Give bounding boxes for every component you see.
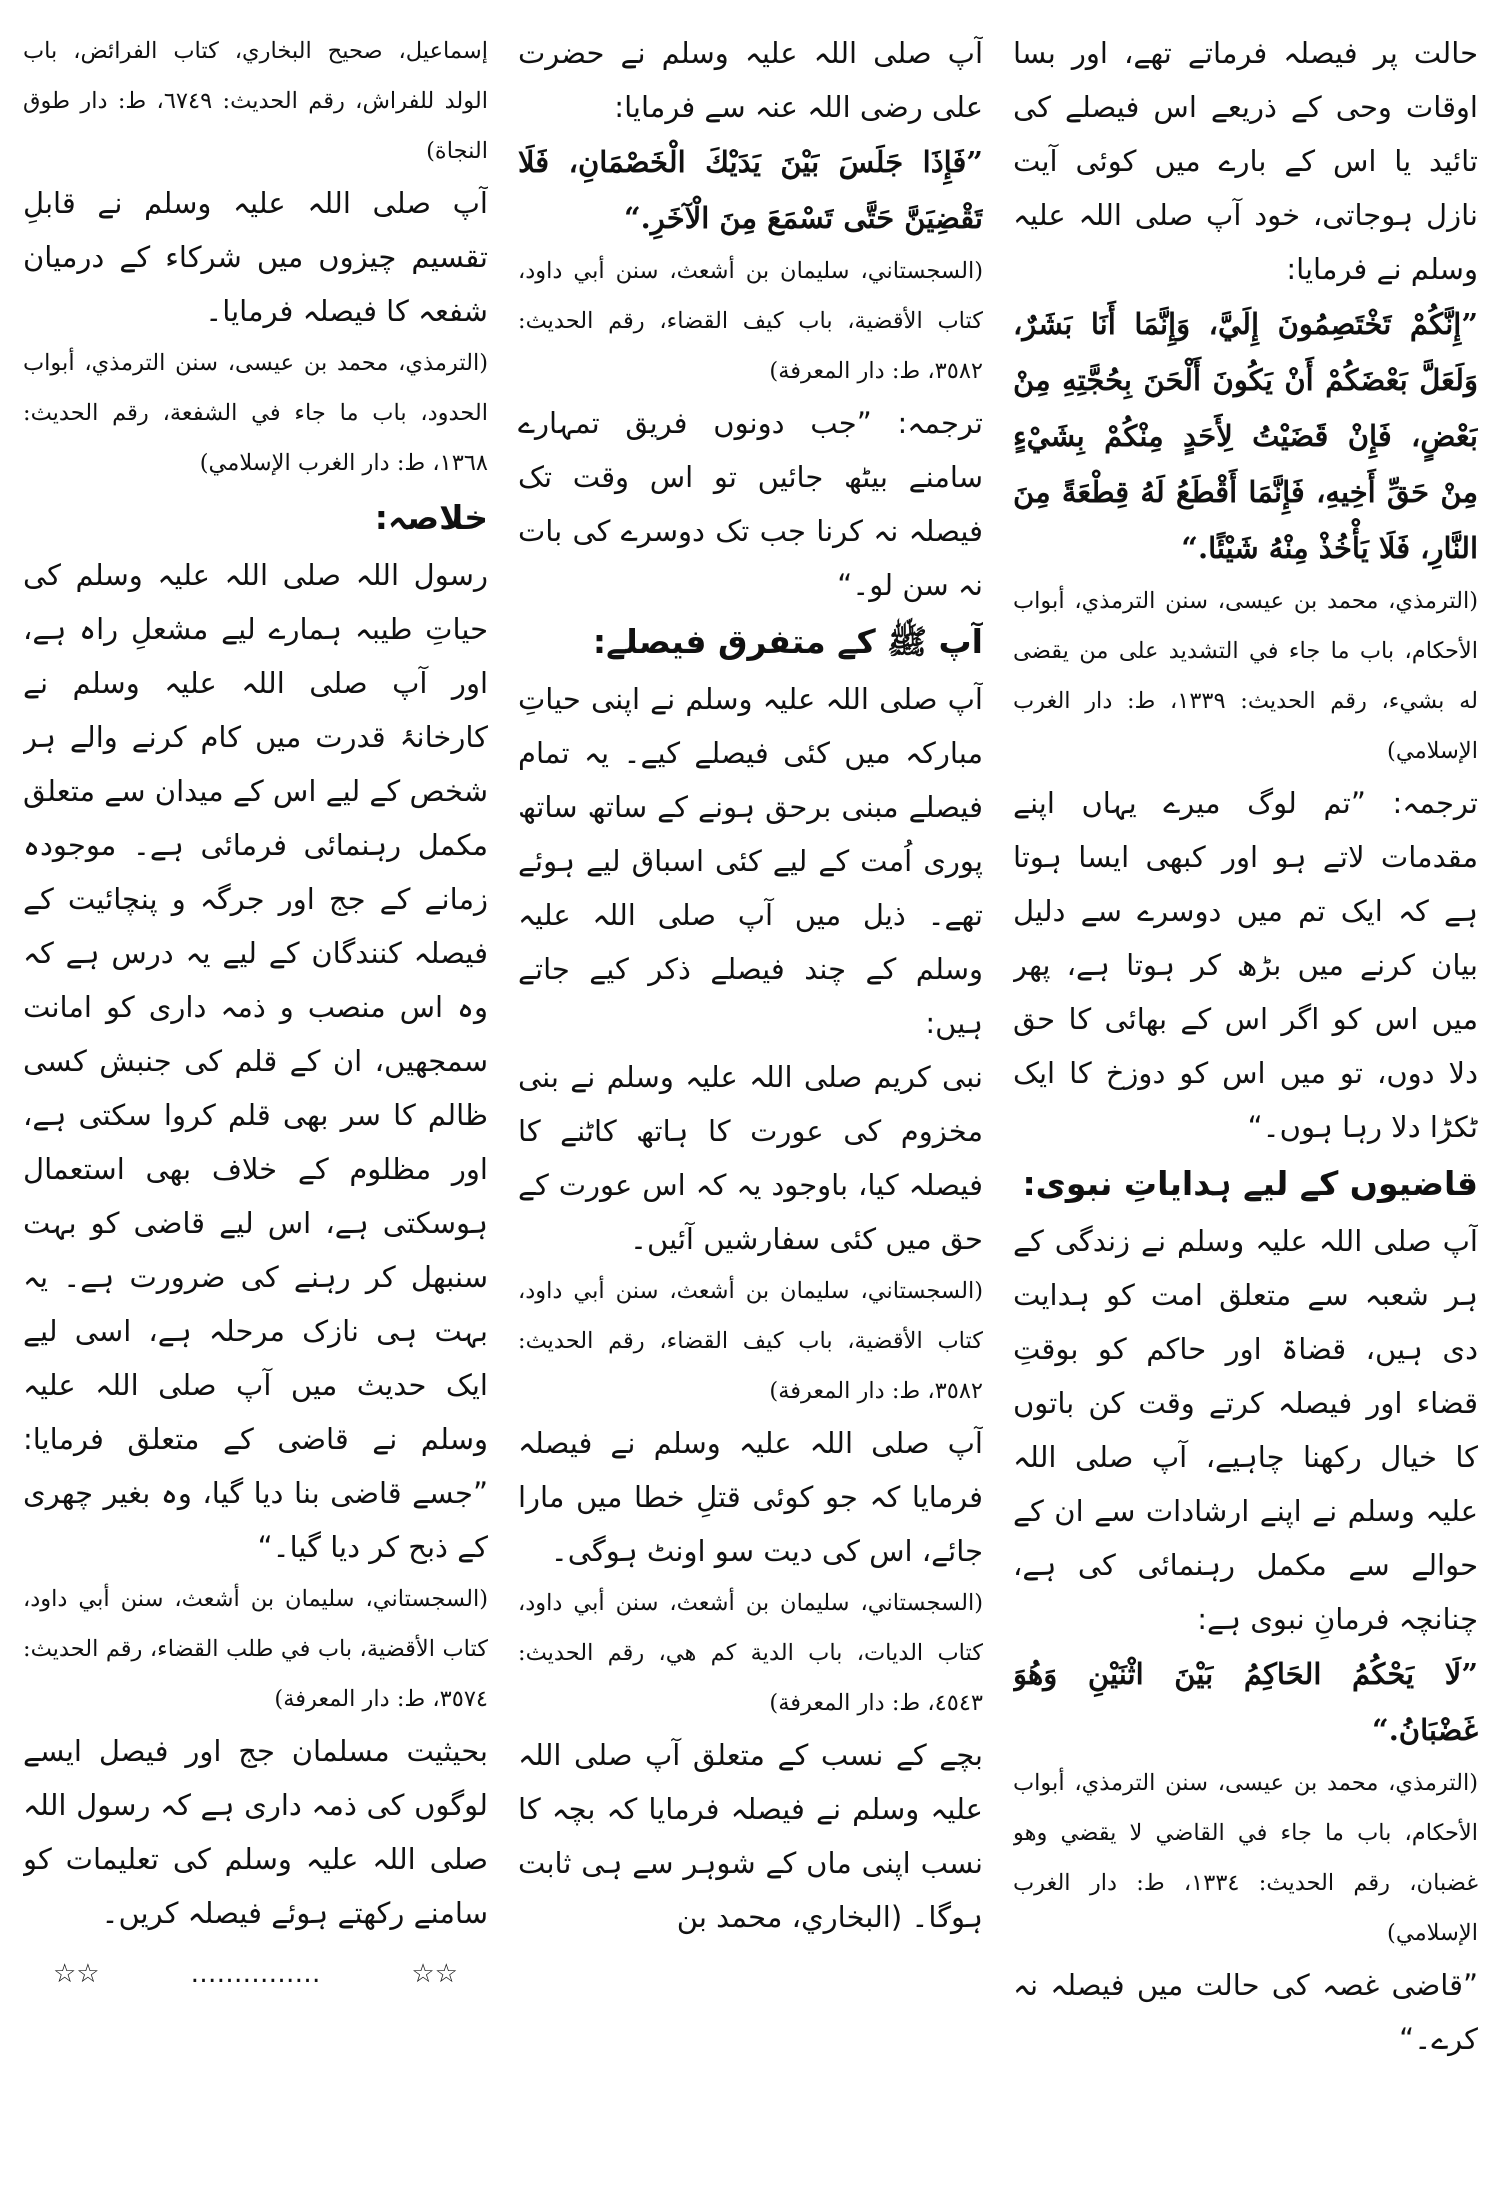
middle-col-ref-7: (السجستاني، سليمان بن أشعث، سنن أبي داود، كتاب الأقضية، باب كيف القضاء، رقم الحديث: ٣٥٨٢، ط: دار المعرفة) [518, 1278, 983, 1404]
column-middle [518, 26, 983, 2196]
right-col-ref-2: (الترمذي، محمد بن عيسى، سنن الترمذي، أبواب الأحكام، باب ما جاء في التشديد على من يقضى له بشيء، رقم الحديث: ١٣٣٩، ط: دار الغرب الإسلامي) [1013, 588, 1478, 764]
column-middle-text [518, 26, 983, 1944]
middle-col-urdu-5: آپ صلی اللہ علیہ وسلم نے اپنی حیاتِ مبارکہ میں کئی فیصلے کیے۔ یہ تمام فیصلے مبنی برحق ہونے کے ساتھ ساتھ پوری اُمت کے لیے کئی اسباق لیے ہوئے تھے۔ ذیل میں آپ صلی اللہ علیہ وسلم کے چند فیصلے ذکر کیے جاتے ہیں: [518, 682, 983, 1040]
right-col-urdu-0: حالت پر فیصلہ فرماتے تھے، اور بسا اوقات وحی کے ذریعے اس فیصلے کی تائید یا اس کے بارے میں کوئی آیت نازل ہوجاتی، خود آپ صلی اللہ علیہ وسلم نے فرمایا: [1013, 36, 1478, 286]
left-col-ref-0: إسماعيل، صحيح البخاري، كتاب الفرائض، باب الولد للفراش، رقم الحديث: ٦٧٤٩، ط: دار طوق النجاة) [23, 38, 488, 164]
middle-col-arabic-1: ”فَإِذَا جَلَسَ بَيْنَ يَدَيْكَ الْخَصْمَانِ، فَلَا تَقْضِيَنَّ حَتَّى تَسْمَعَ مِنَ الْآخَرِ.“ [518, 145, 983, 235]
middle-col-urdu-8: آپ صلی اللہ علیہ وسلم نے فیصلہ فرمایا کہ جو کوئی قتلِ خطا میں مارا جائے، اس کی دیت سو اونٹ ہوگی۔ [518, 1426, 983, 1568]
column-left-text [23, 26, 488, 1940]
column-right [1013, 26, 1478, 2196]
right-col-arabic-1: ”إِنَّكُمْ تَخْتَصِمُونَ إِلَيَّ، وَإِنَّمَا أَنَا بَشَرٌ، وَلَعَلَّ بَعْضَكُمْ أَنْ يَكُونَ أَلْحَنَ بِحُجَّتِهِ مِنْ بَعْضٍ، فَإِنْ قَضَيْتُ لِأَحَدٍ مِنْكُمْ بِشَيْءٍ مِنْ حَقِّ أَخِيهِ، فَإِنَّمَا أَقْطَعُ لَهُ قِطْعَةً مِنَ النَّارِ، فَلَا يَأْخُذْ مِنْهُ شَيْئًا.“ [1013, 307, 1478, 565]
middle-col-heading-4: آپ ﷺ کے متفرق فیصلے: [592, 622, 983, 661]
middle-col-urdu-3: ترجمہ: ”جب دونوں فریق تمہارے سامنے بیٹھ جائیں تو اس وقت تک فیصلہ نہ کرنا جب تک دوسرے کی بات نہ سن لو۔“ [518, 406, 983, 602]
left-col-urdu-1: آپ صلی اللہ علیہ وسلم نے قابلِ تقسیم چیزوں میں شرکاء کے درمیان شفعہ کا فیصلہ فرمایا۔ [23, 186, 488, 328]
left-col-urdu-6: بحیثیت مسلمان جج اور فیصل ایسے لوگوں کی ذمہ داری ہے کہ رسول اللہ صلی اللہ علیہ وسلم کی تعلیمات کو سامنے رکھتے ہوئے فیصلہ کریں۔ [23, 1734, 488, 1930]
middle-col-urdu-6: نبی کریم صلی اللہ علیہ وسلم نے بنی مخزوم کی عورت کا ہاتھ کاٹنے کا فیصلہ کیا، باوجود یہ کہ اس عورت کے حق میں کئی سفارشیں آئیں۔ [518, 1060, 983, 1256]
left-col-ref-2: (الترمذي، محمد بن عيسى، سنن الترمذي، أبواب الحدود، باب ما جاء في الشفعة، رقم الحديث: ١٣٦٨، ط: دار الغرب الإسلامي) [23, 350, 488, 476]
end-ornament [23, 1950, 488, 1998]
right-col-urdu-3: ترجمہ: ”تم لوگ میرے یہاں اپنے مقدمات لاتے ہو اور کبھی ایسا ہوتا ہے کہ ایک تم میں دوسرے سے دلیل بیان کرنے میں بڑھ کر ہوتا ہے، پھر میں اس کو اگر اس کے بھائی کا حق دلا دوں، تو میں اس کو دوزخ کا ایک ٹکڑا دلا رہا ہوں۔“ [1013, 786, 1478, 1144]
column-right-text [1013, 26, 1478, 2066]
column-left [23, 26, 488, 2196]
end-stars-left: ☆☆ [53, 1959, 100, 1989]
right-col-ref-7: (الترمذي، محمد بن عيسى، سنن الترمذي، أبواب الأحكام، باب ما جاء في القاضي لا يقضي وهو غضبان، رقم الحديث: ١٣٣٤، ط: دار الغرب الإسلامي) [1013, 1770, 1478, 1946]
middle-col-urdu-10: بچے کے نسب کے متعلق آپ صلی اللہ علیہ وسلم نے فیصلہ فرمایا کہ بچہ کا نسب اپنی ماں کے شوہر سے ہی ثابت ہوگا۔ (البخاري، محمد بن [518, 1738, 983, 1934]
end-stars-right: ☆☆ [411, 1959, 458, 1989]
middle-col-ref-9: (السجستاني، سليمان بن أشعث، سنن أبي داود، كتاب الديات، باب الدية كم هي، رقم الحديث: ٤٥٤٣، ط: دار المعرفة) [518, 1590, 983, 1716]
right-col-urdu-8: ”قاضی غصہ کی حالت میں فیصلہ نہ کرے۔“ [1013, 1968, 1478, 2056]
left-col-urdu-4: رسول اللہ صلی اللہ علیہ وسلم کی حیاتِ طیبہ ہمارے لیے مشعلِ راہ ہے، اور آپ صلی اللہ علیہ وسلم نے کارخانۂ قدرت میں کام کرنے والے ہر شخص کے لیے اس کے میدان سے متعلق مکمل رہنمائی فرمائی ہے۔ موجودہ زمانے کے جج اور جرگہ و پنچائیت کے فیصلہ کنندگان کے لیے یہ درس ہے کہ وہ اس منصب و ذمہ داری کو امانت سمجھیں، ان کے قلم کی جنبش کسی ظالم کا سر بھی قلم کروا سکتی ہے، اور مظلوم کے خلاف بھی استعمال ہوسکتی ہے، اس لیے قاضی کو بہت سنبھل کر رہنے کی ضرورت ہے۔ یہ بہت ہی نازک مرحلہ ہے، اسی لیے ایک حدیث میں آپ صلی اللہ علیہ وسلم نے قاضی کے متعلق فرمایا: ”جسے قاضی بنا دیا گیا، وہ بغیر چھری کے ذبح کر دیا گیا۔“ [23, 558, 488, 1564]
left-col-ref-5: (السجستاني، سليمان بن أشعث، سنن أبي داود، كتاب الأقضية، باب في طلب القضاء، رقم الحديث: ٣٥٧٤، ط: دار المعرفة) [23, 1586, 488, 1712]
middle-col-urdu-0: آپ صلی اللہ علیہ وسلم نے حضرت علی رضی اللہ عنہ سے فرمایا: [518, 36, 983, 124]
right-col-urdu-5: آپ صلی اللہ علیہ وسلم نے زندگی کے ہر شعبہ سے متعلق امت کو ہدایت دی ہیں، قضاۃ اور حاکم کو بوقتِ قضاء اور فیصلہ کرتے وقت کن باتوں کا خیال رکھنا چاہیے، آپ صلی اللہ علیہ وسلم نے اپنے ارشادات سے ان کے حوالے سے مکمل رہنمائی کی ہے، چنانچہ فرمانِ نبوی ہے: [1013, 1224, 1478, 1636]
right-col-heading-4: قاضیوں کے لیے ہدایاتِ نبوی: [1022, 1164, 1478, 1203]
right-col-arabic-6: ”لَا يَحْكُمُ الحَاكِمُ بَيْنَ اثْنَيْنِ وَهُوَ غَضْبَانُ.“ [1013, 1657, 1478, 1747]
left-col-heading-3: خلاصہ: [374, 498, 488, 537]
middle-col-ref-2: (السجستاني، سليمان بن أشعث، سنن أبي داود، كتاب الأقضية، باب كيف القضاء، رقم الحديث: ٣٥٨٢، ط: دار المعرفة) [518, 258, 983, 384]
end-dots: …………… [190, 1959, 321, 1989]
